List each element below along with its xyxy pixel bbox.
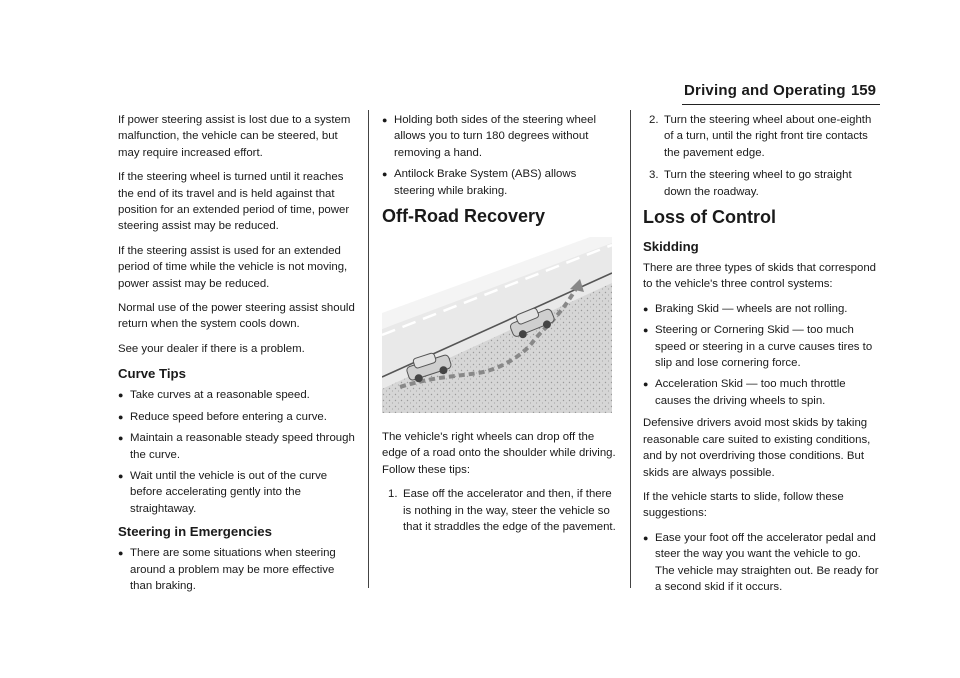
- step-text: Ease off the accelerator and then, if there is nothing in the way, steer the vehicle so that it straddles the edge of the pavement.: [403, 488, 616, 534]
- page-header: [684, 82, 876, 104]
- skid-suggestions-list: [643, 530, 881, 596]
- paragraph: If the steering wheel is turned until it reaches the end of its travel and is held against that position for an extended period of time, power steering assist may be reduced.: [118, 171, 350, 233]
- list-item: [382, 486, 618, 535]
- list-item: ● Steering or Cornering Skid — too much speed or steering in a curve causes tires to slip and lose cornering force.: [643, 322, 881, 371]
- step-text: Turn the steering wheel to go straight down the roadway.: [664, 169, 852, 198]
- step-number: 2.: [649, 114, 659, 126]
- paragraph: Normal use of the power steering assist should return when the system cools down.: [118, 302, 355, 331]
- paragraph: There are three types of skids that correspond to the vehicle's three control systems:: [643, 262, 876, 291]
- paragraph: The vehicle's right wheels can drop off the edge of a road onto the shoulder while driving. Follow these tips:: [382, 431, 616, 476]
- list-item: ● Braking Skid — wheels are not rolling.: [643, 301, 881, 317]
- list-item: ● Ease your foot off the accelerator pedal and steer the way you want the vehicle to go. The vehicle may straighten out. Be ready for a second skid if it occurs.: [643, 530, 881, 596]
- list-item: ● Antilock Brake System (ABS) allows steering while braking.: [382, 166, 618, 199]
- list-item: [643, 112, 881, 161]
- offroad-steps-continued: [643, 112, 881, 200]
- paragraph: If the steering assist is used for an extended period of time while the vehicle is not moving, power assist may be reduced.: [118, 244, 348, 290]
- column-middle: [382, 112, 618, 541]
- paragraph: If the vehicle starts to slide, follow these suggestions:: [643, 490, 844, 520]
- step-text: Turn the steering wheel about one-eighth of a turn, until the right front tire contacts the pavement edge.: [664, 114, 872, 159]
- loss-of-control-heading: Loss of Control: [643, 207, 776, 228]
- header-rule: [682, 104, 880, 105]
- column-divider: [630, 110, 631, 588]
- steering-list: [382, 112, 618, 199]
- list-item: ● Maintain a reasonable steady speed through the curve.: [118, 430, 356, 463]
- curve-tips-list: [118, 387, 356, 517]
- list-item: ● Holding both sides of the steering wheel allows you to turn 180 degrees without removing a hand.: [382, 112, 618, 161]
- list-item: [643, 167, 881, 200]
- list-item: ● There are some situations when steering around a problem may be more effective than braking.: [118, 545, 356, 594]
- step-number: 1.: [388, 488, 398, 501]
- offroad-recovery-heading: Off-Road Recovery: [382, 206, 546, 227]
- paragraph: Defensive drivers avoid most skids by taking reasonable care suited to existing conditions, and by not overdriving those conditions. But skids are always possible.: [643, 417, 871, 479]
- column-left: [118, 112, 356, 600]
- skid-types-list: [643, 301, 881, 409]
- offroad-recovery-illustration: [382, 237, 612, 413]
- emergencies-heading: Steering in Emergencies: [118, 524, 272, 540]
- list-item: ● Take curves at a reasonable speed.: [118, 387, 356, 403]
- list-item: ● Reduce speed before entering a curve.: [118, 409, 356, 425]
- column-right: [643, 112, 881, 601]
- skidding-heading: Skidding: [643, 239, 699, 255]
- paragraph: If power steering assist is lost due to a system malfunction, the vehicle can be steered, but may require increased effort.: [118, 114, 351, 159]
- list-item: ● Acceleration Skid — too much throttle causes the driving wheels to spin.: [643, 376, 881, 409]
- offroad-steps: [382, 486, 618, 535]
- emergencies-list: [118, 545, 356, 594]
- page-number: 159: [850, 82, 876, 99]
- section-title: Driving and Operating: [684, 82, 846, 99]
- curve-tips-heading: Curve Tips: [118, 366, 186, 382]
- step-number: 3.: [649, 169, 659, 182]
- column-divider: [368, 110, 369, 588]
- list-item: ● Wait until the vehicle is out of the curve before accelerating gently into the straightaway.: [118, 468, 356, 517]
- paragraph: See your dealer if there is a problem.: [118, 342, 305, 355]
